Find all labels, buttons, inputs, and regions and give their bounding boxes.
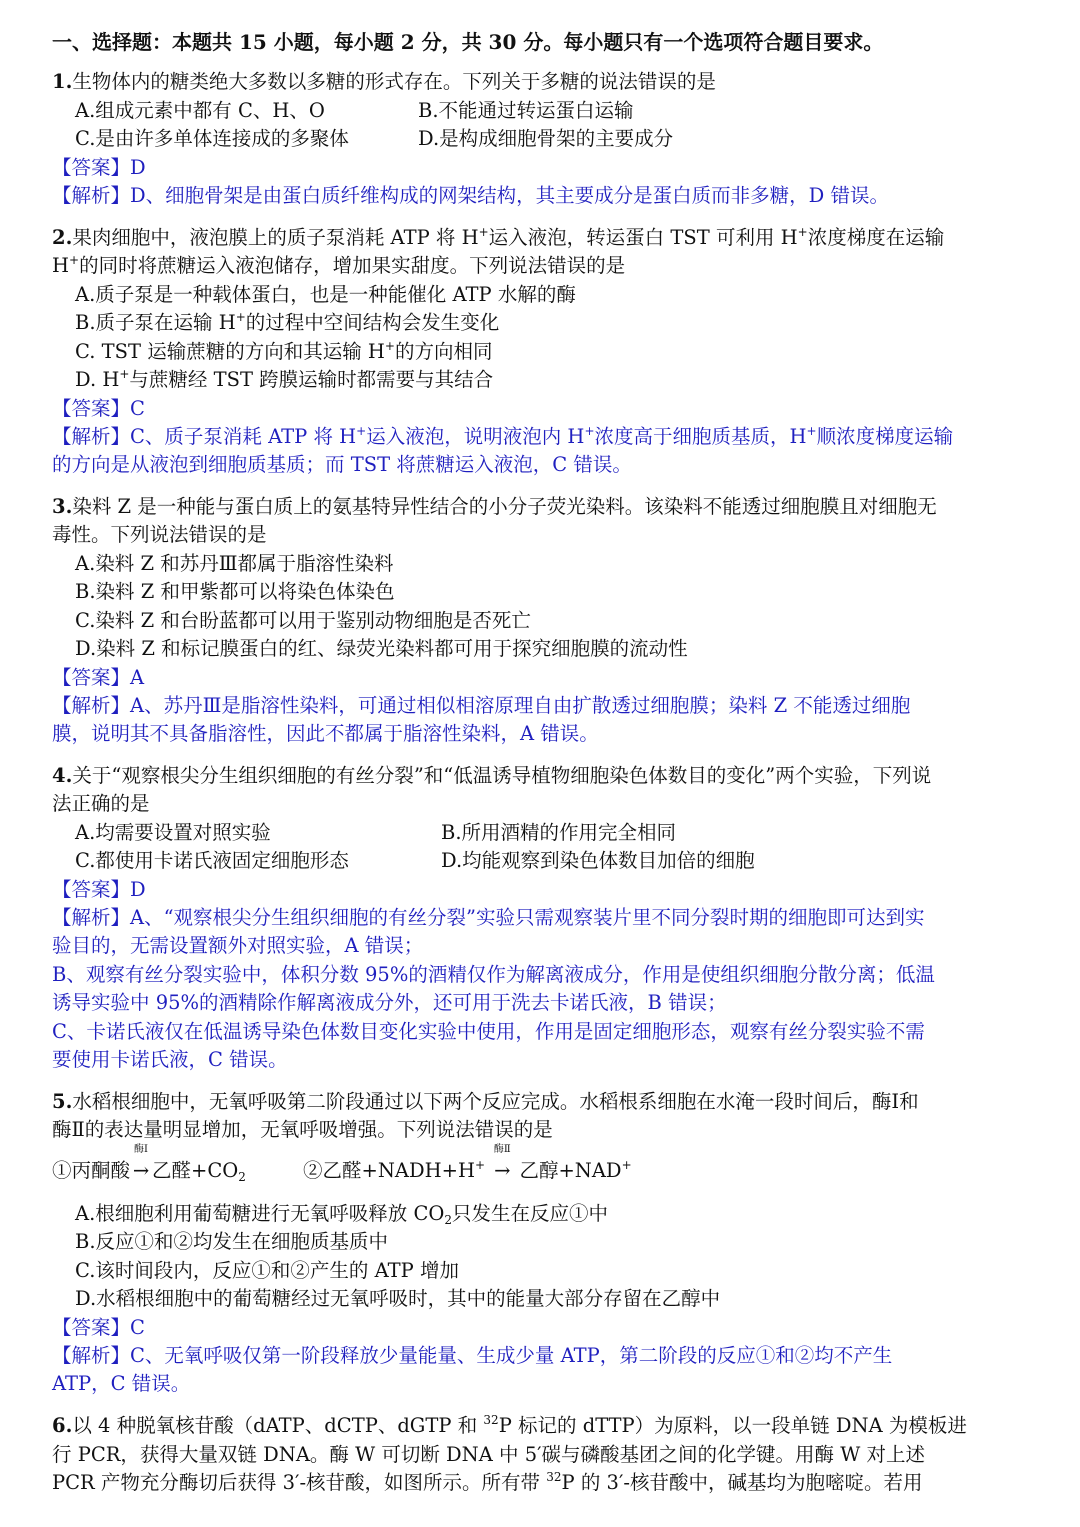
q6-stem-line2: 行 PCR，获得大量双链 DNA。酶 W 可切断 DNA 中 5′碳与磷酸基团之间的化学键。用酶 W 对上述: [52, 1443, 925, 1466]
q4-option-b: B.所用酒精的作用完全相同: [441, 821, 677, 844]
q3-answer: 【答案】A: [52, 666, 145, 689]
reaction-arrow-icon: 酶Ⅰ →: [132, 1144, 150, 1182]
q5-stem-line1: 5.水稻根细胞中，无氧呼吸第二阶段通过以下两个反应完成。水稻根系细胞在水淹一段时间后，酶Ⅰ和: [52, 1090, 919, 1113]
q2-option-c: C. TST 运输蔗糖的方向和其运输 H+的方向相同: [75, 339, 493, 363]
q5-option-a: A.根细胞利用葡萄糖进行无氧呼吸释放 $CO_2$只发生在反应①中: [75, 1202, 609, 1227]
q5-reaction-2: ②乙醛+NADH+H+ 酶Ⅱ → 乙醇+NAD+: [303, 1157, 632, 1185]
q3-analysis-line2: 膜，说明其不具备脂溶性，因此不都属于脂溶性染料，A 错误。: [52, 722, 599, 745]
q3-analysis-line1: 【解析】A、苏丹Ⅲ是脂溶性染料，可通过相似相溶原理自由扩散透过细胞膜；染料 Z 不能透过细胞: [52, 694, 911, 717]
q4-analysis-line4: 诱导实验中 95%的酒精除作解离液成分外，还可用于洗去卡诺氏液，B 错误；: [52, 991, 727, 1014]
q4-option-a: A.均需要设置对照实验: [75, 821, 271, 844]
q6-stem-line3: PCR 产物充分酶切后获得 3′-核苷酸，如图所示。所有带 $^{32}$P 的 3′-核苷酸中，碱基均为胞嘧啶。若用: [52, 1470, 923, 1494]
q6-stem-line1: 6.以 4 种脱氧核苷酸（dATP、dCTP、dGTP 和 $^{32}$P 标记的 dTTP）为原料，以一段单链 DNA 为模板进: [52, 1413, 967, 1437]
q3-option-b: B.染料 Z 和甲紫都可以将染色体染色: [75, 580, 395, 603]
q3-option-a: A.染料 Z 和苏丹Ⅲ都属于脂溶性染料: [75, 552, 394, 575]
q4-stem-line2: 法正确的是: [52, 792, 150, 815]
q4-analysis-line5: C、卡诺氏液仅在低温诱导染色体数目变化实验中使用，作用是固定细胞形态，观察有丝分裂实验不需: [52, 1020, 925, 1043]
q4-analysis-line6: 要使用卡诺氏液，C 错误。: [52, 1048, 288, 1071]
q5-option-b: B.反应①和②均发生在细胞质基质中: [75, 1230, 389, 1253]
q2-answer: 【答案】C: [52, 397, 145, 420]
q3-option-d: D.染料 Z 和标记膜蛋白的红、绿荧光染料都可用于探究细胞膜的流动性: [75, 637, 688, 660]
section-header: 一、选择题：本题共 15 小题，每小题 2 分，共 30 分。每小题只有一个选项符合题目要求。: [52, 30, 884, 54]
q3-stem-line1: 3.染料 Z 是一种能与蛋白质上的氨基特异性结合的小分子荧光染料。该染料不能透过细胞膜且对细胞无: [52, 495, 937, 518]
q1-option-b: B.不能通过转运蛋白运输: [418, 99, 634, 122]
q1-option-a: A.组成元素中都有 C、H、O: [75, 99, 325, 122]
q4-analysis-line3: B、观察有丝分裂实验中，体积分数 95%的酒精仅作为解离液成分，作用是使组织细胞分散分离；低温: [52, 963, 935, 986]
q4-analysis-line2: 验目的，无需设置额外对照实验，A 错误；: [52, 934, 424, 957]
q1-stem: 1.生物体内的糖类绝大多数以多糖的形式存在。下列关于多糖的说法错误的是: [52, 70, 716, 93]
q2-option-b: B.质子泵在运输 H+的过程中空间结构会发生变化: [75, 310, 500, 334]
q2-option-a: A.质子泵是一种载体蛋白，也是一种能催化 ATP 水解的酶: [75, 283, 576, 306]
q4-stem-line1: 4.关于“观察根尖分生组织细胞的有丝分裂”和“低温诱导植物细胞染色体数目的变化”两个实验，下列说: [52, 764, 932, 787]
q5-answer: 【答案】C: [52, 1316, 145, 1339]
q2-analysis-line2: 的方向是从液泡到细胞质基质；而 TST 将蔗糖运入液泡，C 错误。: [52, 453, 632, 476]
q3-option-c: C.染料 Z 和台盼蓝都可以用于鉴别动物细胞是否死亡: [75, 609, 531, 632]
q4-option-d: D.均能观察到染色体数目加倍的细胞: [441, 849, 755, 872]
q1-option-c: C.是由许多单体连接成的多聚体: [75, 127, 349, 150]
q5-analysis-line1: 【解析】C、无氧呼吸仅第一阶段释放少量能量、生成少量 ATP，第二阶段的反应①和②均不产生: [52, 1344, 893, 1367]
q1-analysis: 【解析】D、细胞骨架是由蛋白质纤维构成的网架结构，其主要成分是蛋白质而非多糖，D 错误。: [52, 184, 889, 207]
q2-stem-line2: H+的同时将蔗糖运入液泡储存，增加果实甜度。下列说法错误的是: [52, 253, 626, 277]
q5-analysis-line2: ATP，C 错误。: [52, 1372, 191, 1395]
q5-option-d: D.水稻根细胞中的葡萄糖经过无氧呼吸时，其中的能量大部分存留在乙醇中: [75, 1287, 721, 1310]
reaction-arrow-icon: 酶Ⅱ →: [493, 1144, 511, 1182]
q2-stem-line1: 2.果肉细胞中，液泡膜上的质子泵消耗 ATP 将 H+运入液泡，转运蛋白 TST 可利用 H+浓度梯度在运输: [52, 225, 945, 249]
q2-option-d: D. H+与蔗糖经 TST 跨膜运输时都需要与其结合: [75, 367, 494, 391]
q1-option-d: D.是构成细胞骨架的主要成分: [418, 127, 674, 150]
q4-analysis-line1: 【解析】A、“观察根尖分生组织细胞的有丝分裂”实验只需观察装片里不同分裂时期的细胞即可达到实: [52, 906, 925, 929]
q2-analysis-line1: 【解析】C、质子泵消耗 ATP 将 H+运入液泡，说明液泡内 H+浓度高于细胞质基质，H+顺浓度梯度运输: [52, 424, 954, 448]
q3-stem-line2: 毒性。下列说法错误的是: [52, 523, 267, 546]
q5-reaction-1: ①丙酮酸 酶Ⅰ → 乙醛$+CO_2$: [52, 1144, 246, 1184]
q1-answer: 【答案】D: [52, 156, 146, 179]
q4-answer: 【答案】D: [52, 878, 146, 901]
q4-option-c: C.都使用卡诺氏液固定细胞形态: [75, 849, 349, 872]
q5-option-c: C.该时间段内，反应①和②产生的 ATP 增加: [75, 1259, 459, 1282]
q5-stem-line2: 酶Ⅱ的表达量明显增加，无氧呼吸增强。下列说法错误的是: [52, 1118, 553, 1141]
